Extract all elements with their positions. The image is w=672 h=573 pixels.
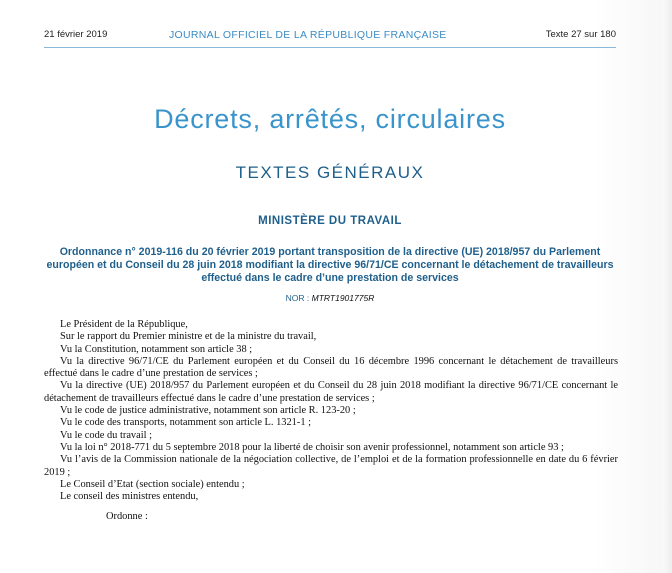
paragraph: Vu le code des transports, notamment son article L. 1321-1 ; xyxy=(60,417,311,429)
paragraph: Vu le code du travail ; xyxy=(60,429,152,441)
paragraph: Vu la directive (UE) 2018/957 du Parlement européen et du Conseil du 28 juin 2018 modifiant la directive 96/71/CE concernant le détachement de travailleurs effectué dans le cadre d’une prestation de services ; xyxy=(44,380,618,404)
nor-reference xyxy=(44,293,616,303)
document-body xyxy=(44,319,618,524)
paragraph: Vu la Constitution, notamment son article 38 ; xyxy=(60,343,253,355)
paragraph: Sur le rapport du Premier ministre et de la ministre du travail, xyxy=(60,331,317,343)
main-title: Décrets, arrêtés, circulaires xyxy=(154,104,506,134)
ordonne-heading: Ordonne : xyxy=(106,511,148,523)
nor-code: MTRT1901775R xyxy=(311,293,375,303)
section-title: TEXTES GÉNÉRAUX xyxy=(235,163,425,182)
page-edge-shadow xyxy=(662,0,672,573)
paragraph: Vu la directive 96/71/CE du Parlement européen et du Conseil du 16 décembre 1996 concernant le détachement de travailleurs effectué dans le cadre d’une prestation de services ; xyxy=(44,355,618,380)
publication-date: 21 février 2019 xyxy=(44,29,108,40)
header-divider xyxy=(44,47,616,48)
ordonnance-title: Ordonnance n° 2019-116 du 20 février 2019 portant transposition de la directive (UE) 2018/957 du Parlement européen et du Conseil du 28 juin 2018 modifiant la directive 96/71/CE concernant le détachement de travailleurs effectué dans le cadre d’une prestation de services xyxy=(46,246,614,284)
text-number: Texte 27 sur 180 xyxy=(545,29,616,40)
paragraph: Le Président de la République, xyxy=(60,319,188,330)
nor-label: NOR : xyxy=(285,293,310,303)
paragraph: Vu l’avis de la Commission nationale de la négociation collective, de l’emploi et de la formation professionnelle en date du 6 février 2019 ; xyxy=(44,454,618,478)
paragraph: Le Conseil d’Etat (section sociale) entendu ; xyxy=(60,478,245,490)
page-header xyxy=(44,29,616,45)
paragraph: Vu le code de justice administrative, notamment son article R. 123-20 ; xyxy=(60,405,356,417)
journal-title: JOURNAL OFFICIEL DE LA RÉPUBLIQUE FRANÇAISE xyxy=(169,29,447,41)
paragraph: Vu la loi n° 2018-771 du 5 septembre 2018 pour la liberté de choisir son avenir professionnel, notamment son article 93 ; xyxy=(60,441,564,453)
ministry-title: MINISTÈRE DU TRAVAIL xyxy=(258,215,402,227)
paragraph: Le conseil des ministres entendu, xyxy=(60,491,199,503)
